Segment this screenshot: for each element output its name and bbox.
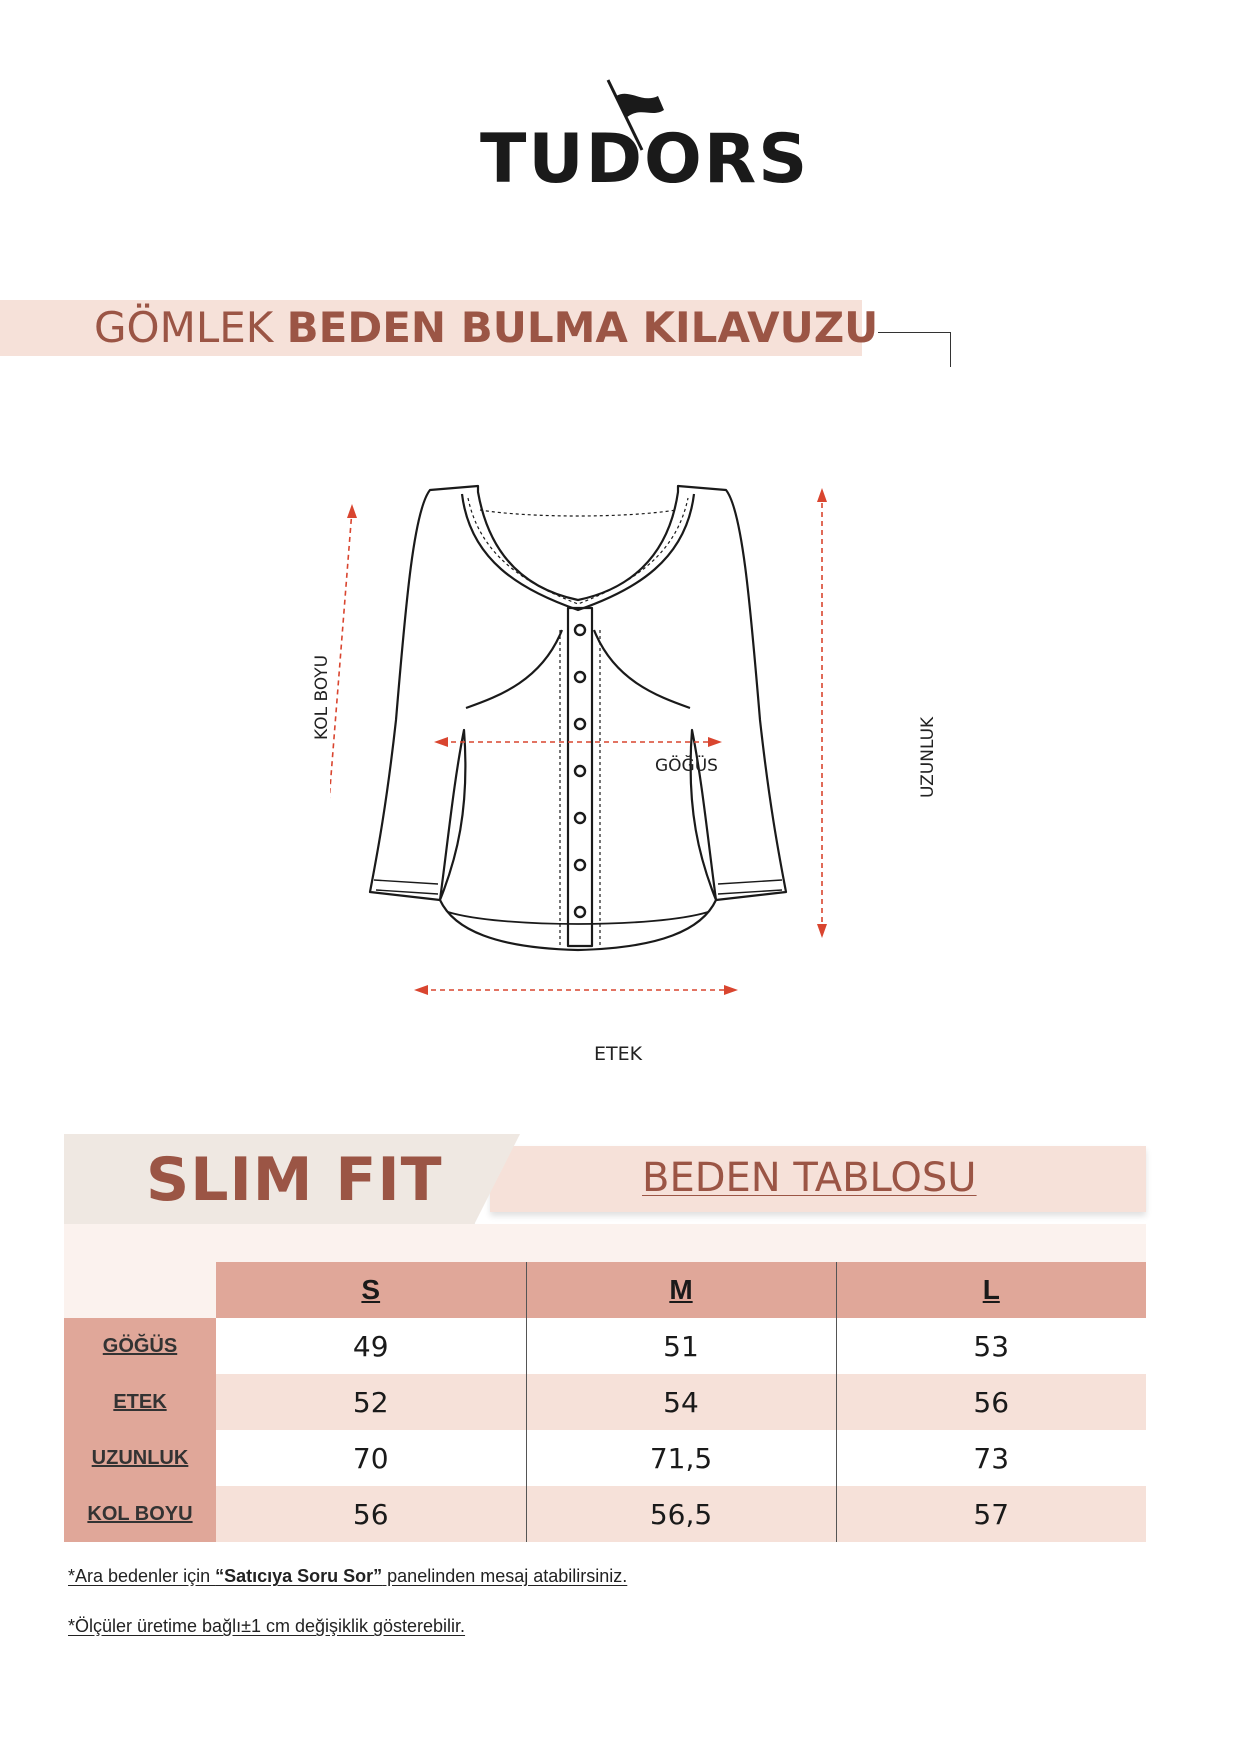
brand-name: TUDORS	[480, 120, 810, 199]
button	[575, 672, 585, 682]
size-header-l: L	[836, 1262, 1146, 1318]
table-row	[64, 1430, 1146, 1486]
table-cell: 73	[836, 1430, 1146, 1486]
arrow-head	[724, 985, 738, 995]
table-cell: 57	[836, 1486, 1146, 1542]
button	[575, 907, 585, 917]
table-row	[64, 1318, 1146, 1374]
length-label: UZUNLUK	[918, 716, 938, 798]
table-cell: 51	[526, 1318, 836, 1374]
note1-bold: “Satıcıya Soru Sor”	[215, 1566, 383, 1586]
garment-outline	[370, 486, 786, 950]
guide-title	[94, 304, 878, 352]
fit-label: SLIM FIT	[146, 1145, 443, 1215]
arrow-head	[817, 924, 827, 938]
size-table	[64, 1262, 1146, 1542]
size-header-m: M	[526, 1262, 836, 1318]
table-cell: 52	[216, 1374, 526, 1430]
button	[575, 813, 585, 823]
row-label-hem: ETEK	[64, 1374, 216, 1430]
table-row	[64, 1374, 1146, 1430]
button	[575, 766, 585, 776]
row-label-length: UZUNLUK	[64, 1430, 216, 1486]
arrow-head	[708, 737, 722, 747]
button	[575, 860, 585, 870]
size-header-row	[64, 1262, 1146, 1318]
table-cell: 56	[836, 1374, 1146, 1430]
brand-logo	[470, 78, 810, 208]
button	[575, 719, 585, 729]
right-cuff	[718, 880, 782, 894]
garment-illustration	[330, 480, 950, 1080]
chest-label: GÖĞÜS	[655, 756, 718, 776]
table-corner	[64, 1262, 216, 1318]
note-intermediate-sizes	[68, 1566, 627, 1587]
row-label-sleeve: KOL BOYU	[64, 1486, 216, 1542]
table-cell: 54	[526, 1374, 836, 1430]
size-table-title: BEDEN TABLOSU	[642, 1155, 977, 1201]
arrow-head	[414, 985, 428, 995]
arrow-head	[817, 488, 827, 502]
table-cell: 49	[216, 1318, 526, 1374]
hem-label: ETEK	[594, 1043, 643, 1065]
table-top-spacer	[64, 1224, 1146, 1266]
table-cell: 71,5	[526, 1430, 836, 1486]
left-cuff	[374, 880, 438, 894]
note-tolerance: *Ölçüler üretime bağlı±1 cm değişiklik gösterebilir.	[68, 1616, 466, 1636]
row-label-chest: GÖĞÜS	[64, 1318, 216, 1374]
guide-title-bold: BEDEN BULMA KILAVUZU	[286, 303, 879, 352]
sleeve-measure-line	[330, 510, 352, 890]
button	[575, 625, 585, 635]
size-header-s: S	[216, 1262, 526, 1318]
sleeve-label: KOL BOYU	[312, 654, 332, 740]
table-row	[64, 1486, 1146, 1542]
guide-title-light: GÖMLEK	[94, 303, 287, 352]
corner-bracket	[878, 332, 951, 367]
note1-suffix: panelinden mesaj atabilirsiniz.	[382, 1566, 628, 1586]
table-cell: 56,5	[526, 1486, 836, 1542]
neckline	[462, 494, 694, 610]
note1-prefix: *Ara bedenler için	[68, 1566, 216, 1586]
table-cell: 56	[216, 1486, 526, 1542]
arrow-head	[347, 504, 357, 518]
guide-title-band	[0, 300, 879, 356]
table-cell: 53	[836, 1318, 1146, 1374]
arrow-head	[434, 737, 448, 747]
table-cell: 70	[216, 1430, 526, 1486]
